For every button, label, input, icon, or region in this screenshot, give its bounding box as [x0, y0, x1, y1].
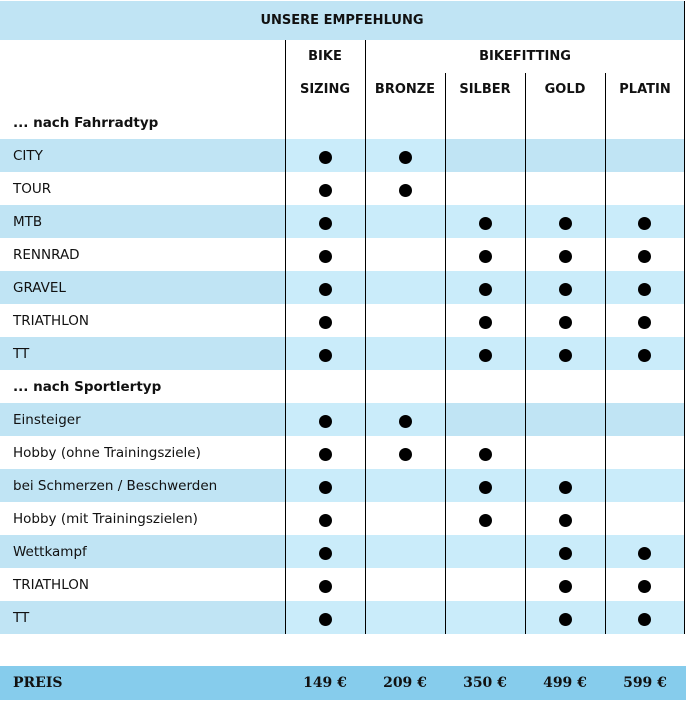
included-dot-icon: [479, 217, 492, 230]
grid-line: [525, 106, 526, 634]
grid-line: [525, 73, 526, 106]
table-cell: [365, 172, 445, 205]
included-dot-icon: [319, 514, 332, 527]
included-dot-icon: [638, 217, 651, 230]
included-dot-icon: [319, 448, 332, 461]
header-bike-line2: SIZING: [299, 82, 350, 97]
included-dot-icon: [319, 349, 332, 362]
table-cell: [445, 271, 525, 304]
table-cell: [445, 139, 525, 172]
included-dot-icon: [319, 580, 332, 593]
table-cell: [365, 205, 445, 238]
included-dot-icon: [319, 184, 332, 197]
table-cell: [285, 238, 365, 271]
grid-line: [445, 106, 446, 634]
price-silber: 350 €: [463, 675, 507, 691]
right-border: [684, 1, 685, 634]
included-dot-icon: [319, 250, 332, 263]
table-cell: [525, 403, 605, 436]
header-gold: GOLD: [544, 82, 586, 97]
row-label: Einsteiger: [0, 403, 285, 436]
table-cell: [285, 337, 365, 370]
included-dot-icon: [638, 547, 651, 560]
included-dot-icon: [559, 613, 572, 626]
included-dot-icon: [479, 250, 492, 263]
table-cell: [285, 502, 365, 535]
table-cell: [525, 502, 605, 535]
table-cell: [365, 337, 445, 370]
section-heading-row: [0, 106, 684, 139]
table-cell: [365, 568, 445, 601]
table-cell: [525, 304, 605, 337]
included-dot-icon: [638, 283, 651, 296]
table-row: [0, 436, 684, 469]
included-dot-icon: [319, 613, 332, 626]
table-row: [0, 601, 684, 634]
header-platin: PLATIN: [619, 82, 671, 97]
table-cell: [445, 502, 525, 535]
table-cell: [525, 172, 605, 205]
included-dot-icon: [479, 316, 492, 329]
table-row: [0, 271, 684, 304]
section-heading: ... nach Sportlertyp: [13, 378, 162, 395]
row-label: GRAVEL: [0, 271, 285, 304]
table-cell: [445, 403, 525, 436]
included-dot-icon: [319, 415, 332, 428]
included-dot-icon: [559, 283, 572, 296]
table-cell: [365, 436, 445, 469]
grid-line: [285, 40, 286, 634]
grid-line: [365, 40, 366, 634]
included-dot-icon: [399, 151, 412, 164]
section-heading: ... nach Fahrradtyp: [13, 114, 159, 131]
table-cell: [285, 568, 365, 601]
table-cell: [365, 469, 445, 502]
table-cell: [605, 535, 684, 568]
table-cell: [365, 601, 445, 634]
table-row: [0, 469, 684, 502]
included-dot-icon: [638, 349, 651, 362]
table-cell: [605, 271, 684, 304]
price-row: [0, 666, 686, 700]
table-row: [0, 304, 684, 337]
table-row: [0, 502, 684, 535]
table-cell: [525, 337, 605, 370]
table-cell: [285, 304, 365, 337]
table-cell: [525, 139, 605, 172]
header-bike-line1: BIKE: [308, 49, 342, 64]
table-cell: [605, 337, 684, 370]
table-cell: [605, 238, 684, 271]
row-label: Wettkampf: [0, 535, 285, 568]
price-platin: 599 €: [623, 675, 667, 691]
table-cell: [525, 205, 605, 238]
table-row: [0, 337, 684, 370]
row-label: CITY: [0, 139, 285, 172]
included-dot-icon: [559, 481, 572, 494]
included-dot-icon: [559, 217, 572, 230]
included-dot-icon: [559, 580, 572, 593]
header-bikefitting-group: BIKEFITTING: [479, 49, 571, 64]
included-dot-icon: [319, 481, 332, 494]
table-cell: [365, 304, 445, 337]
price-label: PREIS: [13, 675, 63, 691]
table-cell: [365, 238, 445, 271]
table-row: [0, 403, 684, 436]
table-row: [0, 205, 684, 238]
header-bronze: BRONZE: [374, 82, 436, 97]
table-cell: [445, 469, 525, 502]
table-cell: [285, 601, 365, 634]
included-dot-icon: [399, 448, 412, 461]
table-cell: [285, 469, 365, 502]
included-dot-icon: [479, 448, 492, 461]
table-cell: [525, 601, 605, 634]
table-cell: [605, 205, 684, 238]
table-cell: [285, 205, 365, 238]
included-dot-icon: [559, 250, 572, 263]
table-cell: [605, 172, 684, 205]
row-label: MTB: [0, 205, 285, 238]
table-cell: [605, 139, 684, 172]
table-row: [0, 139, 684, 172]
table-cell: [605, 469, 684, 502]
row-label: RENNRAD: [0, 238, 285, 271]
included-dot-icon: [479, 283, 492, 296]
table-cell: [365, 535, 445, 568]
table-cell: [365, 139, 445, 172]
price-bronze: 209 €: [383, 675, 427, 691]
table-cell: [445, 535, 525, 568]
table-cell: [605, 436, 684, 469]
table-row: [0, 172, 684, 205]
header-silber: SILBER: [459, 82, 511, 97]
table-cell: [445, 436, 525, 469]
table-cell: [525, 436, 605, 469]
included-dot-icon: [559, 316, 572, 329]
table-cell: [365, 403, 445, 436]
row-label: Hobby (mit Trainingszielen): [0, 502, 285, 535]
table-title: UNSERE EMPFEHLUNG: [0, 1, 684, 40]
table-cell: [525, 535, 605, 568]
table-cell: [605, 304, 684, 337]
table-cell: [445, 304, 525, 337]
table-cell: [525, 238, 605, 271]
table-cell: [365, 271, 445, 304]
table-cell: [445, 601, 525, 634]
price-gold: 499 €: [543, 675, 587, 691]
table-cell: [525, 469, 605, 502]
grid-line: [605, 106, 606, 634]
table-cell: [285, 403, 365, 436]
table-cell: [445, 172, 525, 205]
included-dot-icon: [559, 547, 572, 560]
table-cell: [605, 403, 684, 436]
included-dot-icon: [638, 580, 651, 593]
table-cell: [525, 271, 605, 304]
table-row: [0, 238, 684, 271]
row-label: TT: [0, 601, 285, 634]
row-label: TOUR: [0, 172, 285, 205]
table-cell: [605, 601, 684, 634]
section-heading-row: [0, 370, 684, 403]
included-dot-icon: [479, 349, 492, 362]
grid-line: [605, 73, 606, 106]
table-cell: [525, 568, 605, 601]
table-cell: [285, 436, 365, 469]
table-cell: [285, 271, 365, 304]
included-dot-icon: [319, 283, 332, 296]
table-cell: [285, 535, 365, 568]
included-dot-icon: [559, 514, 572, 527]
included-dot-icon: [319, 151, 332, 164]
price-bike-sizing: 149 €: [303, 675, 347, 691]
row-label: TRIATHLON: [0, 304, 285, 337]
table-cell: [285, 139, 365, 172]
table-cell: [445, 205, 525, 238]
included-dot-icon: [638, 613, 651, 626]
table-cell: [445, 337, 525, 370]
included-dot-icon: [319, 316, 332, 329]
included-dot-icon: [399, 184, 412, 197]
grid-line: [445, 73, 446, 106]
table-row: [0, 535, 684, 568]
row-label: TRIATHLON: [0, 568, 285, 601]
table-cell: [365, 502, 445, 535]
row-label: Hobby (ohne Trainingsziele): [0, 436, 285, 469]
table-cell: [605, 568, 684, 601]
included-dot-icon: [479, 481, 492, 494]
table-cell: [445, 568, 525, 601]
table-row: [0, 568, 684, 601]
included-dot-icon: [559, 349, 572, 362]
table-cell: [445, 238, 525, 271]
included-dot-icon: [479, 514, 492, 527]
row-label: TT: [0, 337, 285, 370]
included-dot-icon: [319, 547, 332, 560]
included-dot-icon: [638, 316, 651, 329]
row-label: bei Schmerzen / Beschwerden: [0, 469, 285, 502]
table-cell: [605, 502, 684, 535]
table-cell: [285, 172, 365, 205]
included-dot-icon: [319, 217, 332, 230]
included-dot-icon: [399, 415, 412, 428]
included-dot-icon: [638, 250, 651, 263]
